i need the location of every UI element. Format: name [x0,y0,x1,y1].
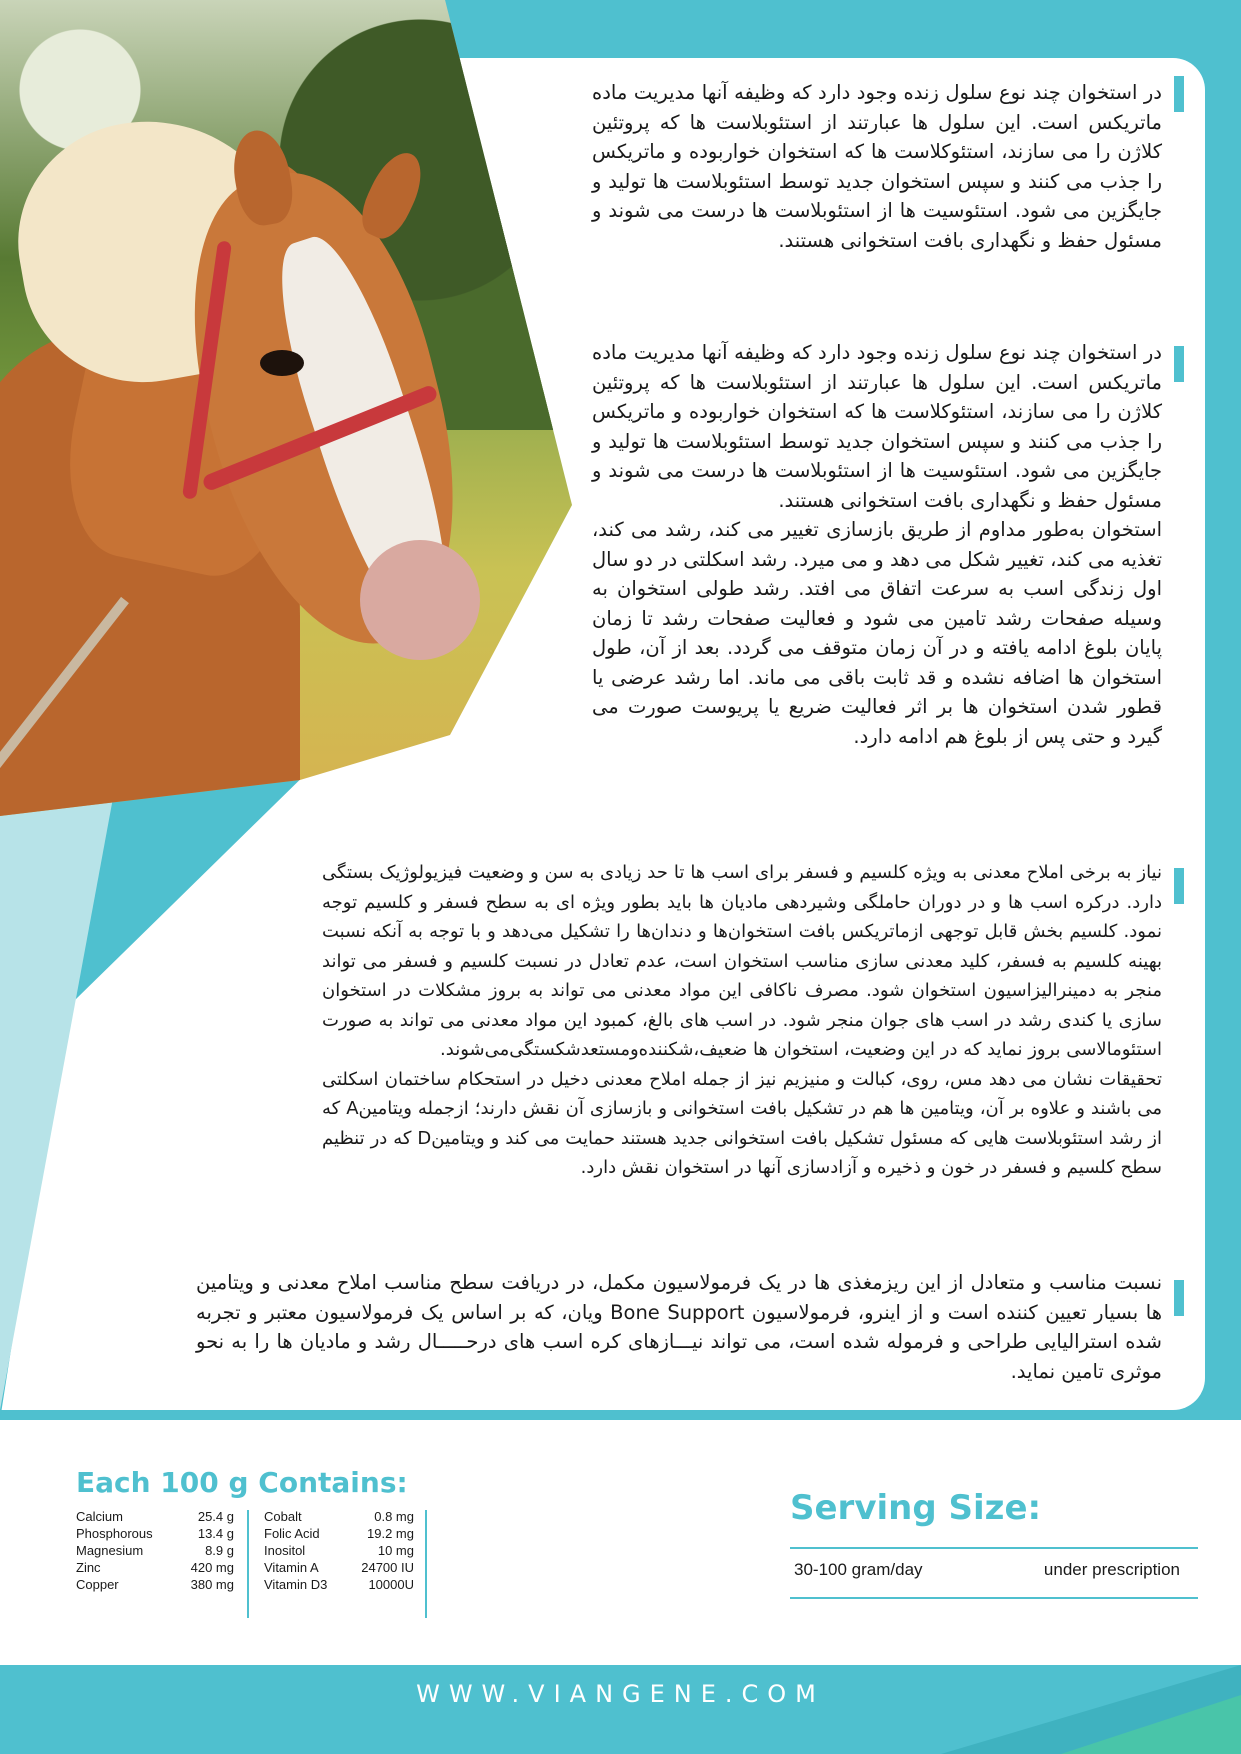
nutrient-column-2 [264,1508,414,1593]
paragraph-text: استخوان به‌طور مداوم از طریق بازسازی تغییر می کند، رشد می کند، تغذیه می کند، تغییر شکل می دهد و می میرد. رشد اسکلتی در دو سال اول زندگی اسب به سرعت اتفاق می افتد. رشد طولی استخوان به وسیله صفحات رشد تامین می شود و فعالیت صفحات رشد تا زمان پایان بلوغ ادامه یافته و در آن زمان متوقف می گردد. بعد از آن، طول استخوان ها اضافه نشده و قد ثابت باقی می ماند. اما رشد عرضی یا قطور شدن استخوان ها بر اثر فعالیت ضریع یا پریوست صورت می گیرد و حتی پس از بلوغ هم ادامه دارد. [592,518,1162,748]
nutrient-value: 420 mg [190,1560,234,1575]
nutrient-value: 380 mg [190,1577,234,1592]
serving-title: Serving Size: [790,1488,1042,1528]
horse-eye [260,350,304,376]
nutrient-column-1 [76,1508,234,1593]
nutrient-name: Cobalt [264,1509,302,1524]
paragraph-3 [322,858,1162,1183]
paragraph-text: تحقیقات نشان می دهد مس، روی، کبالت و منیزیم نیز از جمله املاح معدنی دخیل در استحکام ساختمان اسکلتی می باشند و علاوه بر آن، ویتامین ها هم در تشکیل بافت استخوانی و بازسازی آن نقش دارند؛ ازجمله ویتامینA که از رشد استئوبلاست هایی که مسئول تشکیل بافت استخوانی جدید هستند حمایت می کند و ویتامینD که در تنظیم سطح کلسیم و فسفر در خون و ذخیره و آزادسازی آنها در استخوان نقش دارد. [322,1068,1162,1178]
nutrient-name: Inositol [264,1543,306,1558]
nutrient-value: 13.4 g [197,1526,234,1541]
nutrient-name: Vitamin D3 [264,1577,328,1592]
nutrient-name: Phosphorous [76,1526,153,1541]
nutrient-row [76,1525,234,1542]
column-divider [247,1510,249,1618]
nutrient-value: 10 mg [377,1543,414,1558]
nutrient-value: 0.8 mg [374,1509,414,1524]
serving-divider [790,1547,1198,1549]
website-link[interactable]: WWW.VIANGENE.COM [416,1680,825,1708]
nutrient-row [76,1542,234,1559]
nutrient-value: 19.2 mg [367,1526,414,1541]
paragraph-marker [1174,1280,1184,1316]
nutrient-value: 8.9 g [205,1543,234,1558]
paragraph-2 [592,338,1162,751]
paragraph-text: نیاز به برخی املاح معدنی به ویژه کلسیم و فسفر برای اسب ها تا حد زیادی به سن و وضعیت فیزیولوژیک بستگی دارد. درکره اسب ها و در دوران حاملگی وشیردهی مادیان ها باید بطور ویژه ای به سطح فسفر و کلسیم توجه نمود. کلسیم بخش قابل توجهی ازماتریکس بافت استخوان‌ها و دندان‌ها را تشکیل می‌دهد و با توجه به آنکه نسبت بهینه کلسیم به فسفر، کلید معدنی سازی مناسب استخوان است، عدم تعادل در نسبت کلسیم و فسفر می تواند منجر به دمینرالیزاسیون استخوان شود. مصرف ناکافی این مواد معدنی می تواند به بروز مشکلات در استخوان سازی یا کندی رشد در اسب های جوان منجر شود. در اسب های بالغ، کمبود این مواد معدنی می تواند به صورت استئومالاسی بروز نماید که در این وضعیت، استخوان ها ضعیف،شکننده‌ومستعدشکستگی‌می‌شوند. [322,862,1162,1060]
paragraph-marker [1174,76,1184,112]
paragraph-text: نسبت مناسب و متعادل از این ریزمغذی ها در یک فرمولاسیون مکمل، در دریافت سطح مناسب املاح معدنی و ویتامین ها بسیار تعیین کننده است و از اینرو، فرمولاسیون Bone Support ویان، که بر اساس یک فرمولاسیون معتبر و تجربه شده استرالیایی طراحی و فرموله شده است، می تواند نیـــازهای کره اسب های درحـــــال رشد و مادیان ها را به نحو موثری تامین نماید. [196,1271,1162,1383]
nutrient-row [264,1508,414,1525]
nutrient-row [264,1525,414,1542]
nutrient-row [76,1508,234,1525]
nutrient-name: Copper [76,1577,119,1592]
nutrient-row [264,1542,414,1559]
column-divider [425,1510,427,1618]
contains-title: Each 100 g Contains: [76,1466,408,1499]
serving-row [794,1560,1180,1580]
nutrient-value: 24700 IU [361,1560,414,1575]
horse-muzzle [360,540,480,660]
footer-bar [0,1665,1241,1754]
paragraph-text: در استخوان چند نوع سلول زنده وجود دارد که وظیفه آنها مدیریت ماده ماتریکس است. این سلول ها عبارتند از استئوبلاست ها که پروتئین کلاژن را می سازند، استئوکلاست ها که استخوان خواربوده و ماتریکس را جذب می کنند و سپس استخوان جدید توسط استئوبلاست ها تولید و جایگزین می شود. استئوسیت ها از استئوبلاست ها درست می شوند و مسئول حفظ و نگهداری بافت استخوانی هستند. [592,341,1162,512]
nutrient-row [264,1576,414,1593]
serving-note: under prescription [1043,1560,1180,1579]
paragraph-text: در استخوان چند نوع سلول زنده وجود دارد که وظیفه آنها مدیریت ماده ماتریکس است. این سلول ها عبارتند از استئوبلاست ها که پروتئین کلاژن را می سازند، استئوکلاست ها که استخوان خواربوده و ماتریکس را جذب می کنند و سپس استخوان جدید توسط استئوبلاست ها تولید و جایگزین می شود. استئوسیت ها از استئوبلاست ها درست می شوند و مسئول حفظ و نگهداری بافت استخوانی هستند. [592,81,1162,252]
nutrient-row [264,1559,414,1576]
paragraph-marker [1174,346,1184,382]
nutrient-row [76,1576,234,1593]
nutrient-value: 25.4 g [197,1509,234,1524]
nutrient-name: Zinc [76,1560,101,1575]
nutrient-name: Magnesium [76,1543,144,1558]
nutrient-name: Vitamin A [264,1560,319,1575]
nutrient-row [76,1559,234,1576]
nutrient-name: Folic Acid [264,1526,320,1541]
serving-divider [790,1597,1198,1599]
nutrient-name: Calcium [76,1509,123,1524]
nutrient-value: 10000U [368,1577,414,1592]
paragraph-marker [1174,868,1184,904]
serving-amount: 30-100 gram/day [794,1560,923,1579]
paragraph-1 [592,78,1162,255]
paragraph-4 [196,1268,1162,1386]
